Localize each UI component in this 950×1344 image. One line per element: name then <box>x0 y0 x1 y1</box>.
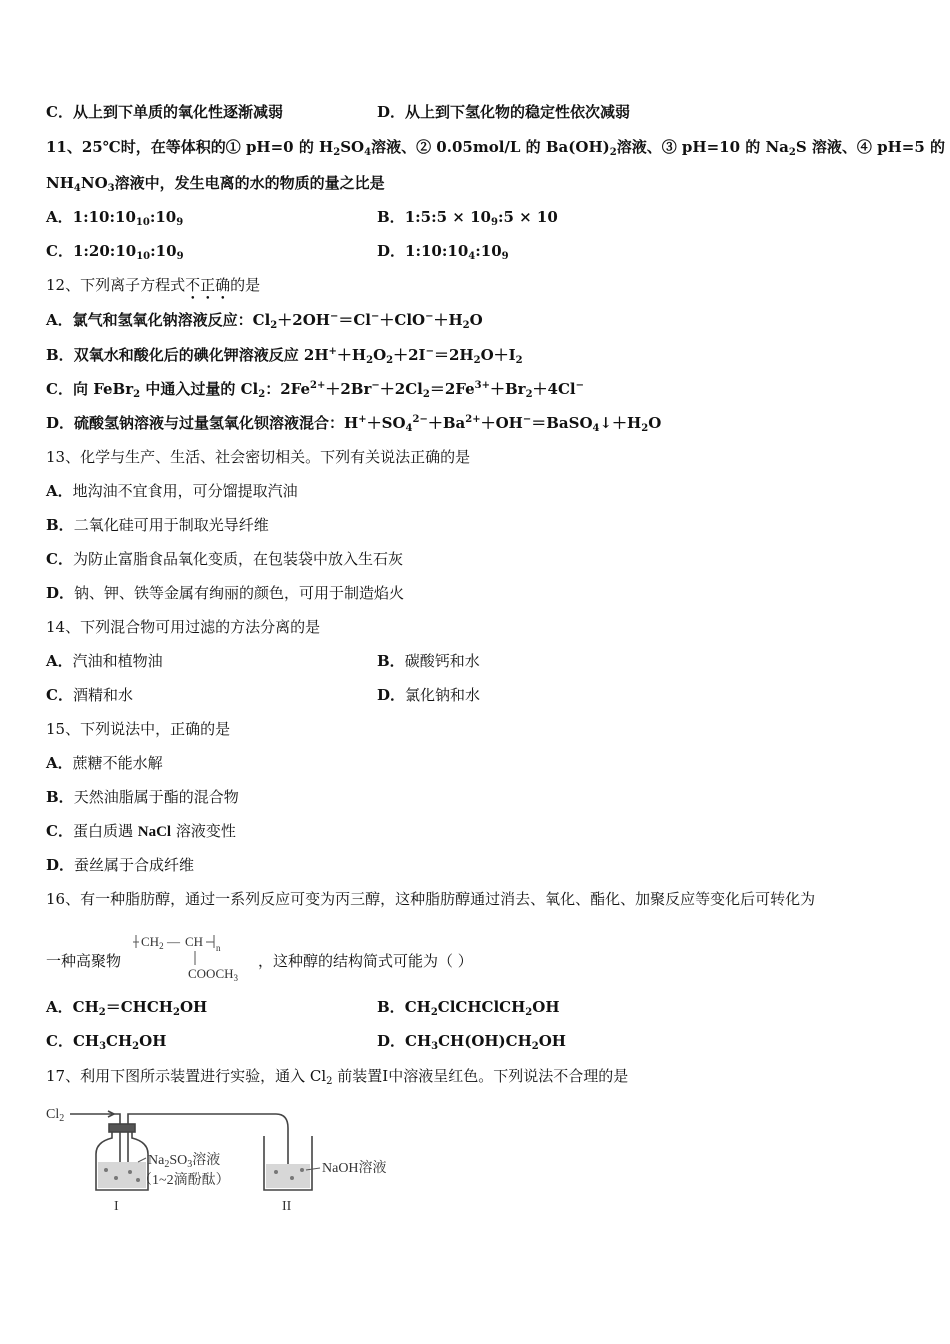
q16-option-c: C．$CH_3CH_2OH$ <box>46 1032 167 1052</box>
indicator-label: （1~2滴酚酞） <box>138 1173 230 1188</box>
polymer-ch: CH <box>185 934 204 949</box>
q11-stem-line2: $NH_4NO_3$溶液中，发生电离的水的物质的量之比是 <box>46 174 385 194</box>
q12-option-a: A．氯气和氢氧化钠溶液反应：$Cl_2+2OH^-=Cl^-+ClO^-+H_2O$ <box>46 311 483 331</box>
q14-option-c: C．酒精和水 <box>46 686 133 704</box>
chlorine-gas-label: $Cl_2$ <box>46 1107 65 1124</box>
q11-option-a: A．$1:10:10_{10}:10_9$ <box>46 208 184 228</box>
q13-option-a: A．地沟油不宜食用，可分馏提取汽油 <box>46 482 298 500</box>
q16-stem: 16、有一种脂肪醇，通过一系列反应可变为丙三醇，这种脂肪醇通过消去、氧化、酯化、加聚反应等变化后可转化为 <box>46 890 816 908</box>
q16-option-a: A．$CH_2=CHCH_2OH$ <box>46 998 208 1018</box>
q11-option-d: D．$1:10:10_4:10_9$ <box>377 242 509 262</box>
q12-stem: 12、下列离子方程式不正确的是 <box>46 276 261 294</box>
q16-option-d: D．$CH_3CH(OH)CH_2OH$ <box>377 1032 566 1052</box>
bottle-i-solution-label: $Na_2SO_3$溶液 <box>148 1153 221 1170</box>
q17-stem: 17、利用下图所示装置进行实验，通入 $Cl_2$ 前装置Ⅰ中溶液呈红色。下列说法不合理的是 <box>46 1067 629 1087</box>
q14-option-d: D．氯化钠和水 <box>377 686 481 704</box>
q16-stem-line2-left: 一种高聚物 <box>46 952 122 970</box>
device-i-label: I <box>114 1199 119 1214</box>
q11-option-c: C．$1:20:10_{10}:10_9$ <box>46 242 184 262</box>
q15-option-c: C．蛋白质遇 NaCl 溶液变性 <box>46 822 236 840</box>
q11-option-b: B．1:5:5 × $10_9:5 \times 10$ <box>377 208 558 228</box>
q13-option-d: D．钠、钾、铁等金属有绚丽的颜色，可用于制造焰火 <box>46 584 405 602</box>
q14-stem: 14、下列混合物可用过滤的方法分离的是 <box>46 618 321 636</box>
polymer-ester: $COOCH_3$ <box>188 966 239 983</box>
q15-stem: 15、下列说法中，正确的是 <box>46 720 231 738</box>
polymer-ch2: $CH_2$ <box>141 934 164 951</box>
q14-option-b: B．碳酸钙和水 <box>377 652 480 670</box>
beaker-ii-solution-label: NaOH溶液 <box>322 1161 387 1176</box>
q15-option-d: D．蚕丝属于合成纤维 <box>46 856 195 874</box>
q16-option-b: B．$CH_2ClCHClCH_2OH$ <box>377 998 560 1018</box>
q14-option-a: A．汽油和植物油 <box>46 652 163 670</box>
q16-stem-line2-right: ，这种醇的结构简式可能为（ ） <box>258 952 473 970</box>
q12-option-b: B．双氧水和酸化后的碘化钾溶液反应 $2H^++H_2O_2+2I^-=2H_2O+I_2$ <box>46 346 523 366</box>
q11-stem: 11、25℃时，在等体积的① pH=0 的 $H_2SO_4$溶液、② 0.05mol/L 的 $Ba(OH)_2$溶液、③ pH=10 的 $Na_2S$ 溶液、④ pH=5 的 <box>46 138 946 158</box>
q10-option-c: C．从上到下单质的氧化性逐渐减弱 <box>46 103 283 121</box>
q15-option-a: A．蔗糖不能水解 <box>46 754 163 772</box>
q13-option-c: C．为防止富脂食品氧化变质，在包装袋中放入生石灰 <box>46 550 403 568</box>
polymer-n: n <box>216 943 221 953</box>
q15-option-b: B．天然油脂属于酯的混合物 <box>46 788 239 806</box>
q12-option-c: C．向 FeBr$_2$ 中通入过量的 $Cl_2$：$2Fe^{2+}+2Br^-+2Cl_2=2Fe^{3+}+Br_2+4Cl^-$ <box>46 380 585 400</box>
q13-stem: 13、化学与生产、生活、社会密切相关。下列有关说法正确的是 <box>46 448 471 466</box>
q12-option-d: D．硫酸氢钠溶液与过量氢氧化钡溶液混合：$H^++SO_4^{2-}+Ba^{2+}+OH^-=BaSO_4↓+H_2O$ <box>46 414 662 434</box>
q13-option-b: B．二氧化硅可用于制取光导纤维 <box>46 516 269 534</box>
q10-option-d: D．从上到下氢化物的稳定性依次减弱 <box>377 103 631 121</box>
device-ii-label: II <box>282 1199 292 1214</box>
polymer-structure-image <box>130 932 260 986</box>
experiment-apparatus-figure <box>44 1106 424 1216</box>
polymer-bond: — <box>167 934 180 949</box>
